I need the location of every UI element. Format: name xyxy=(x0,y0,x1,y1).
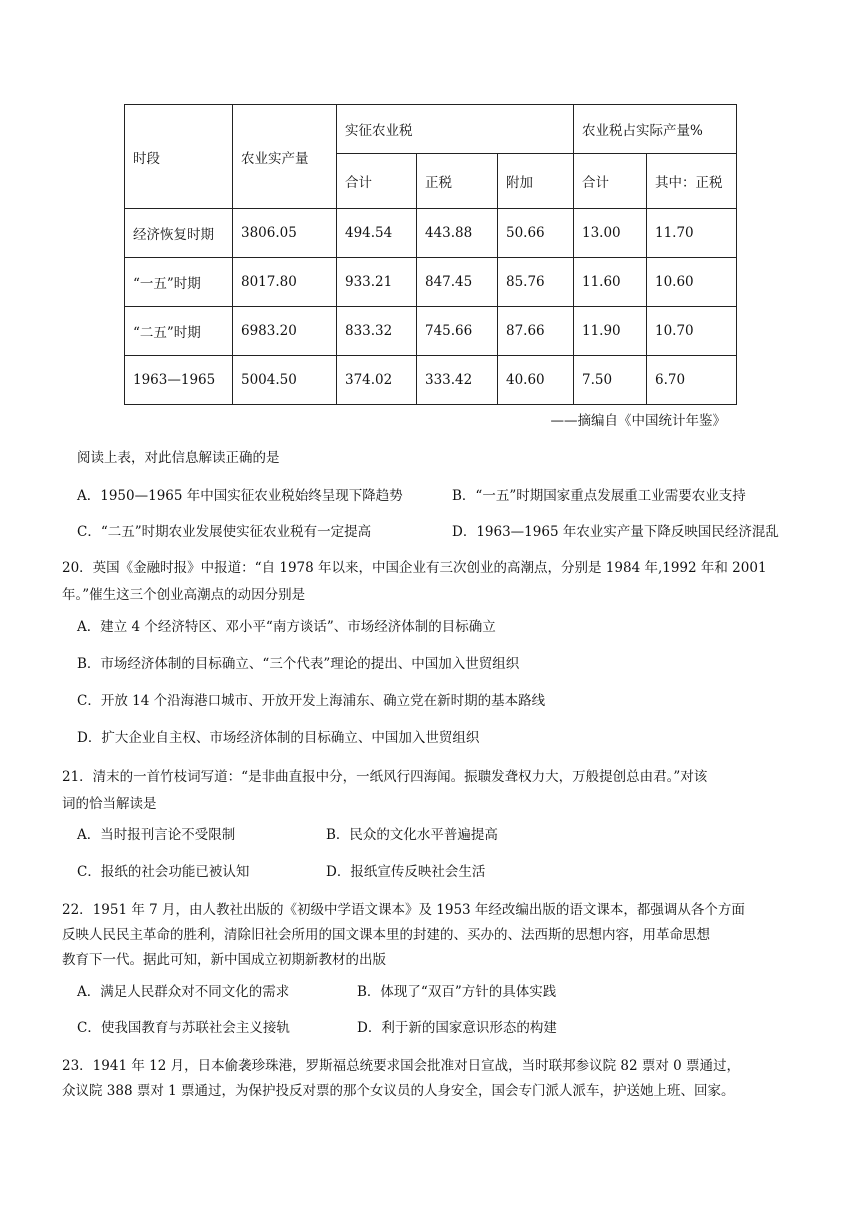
table-cell: “一五”时期 xyxy=(125,258,233,307)
table-cell: 13.00 xyxy=(574,209,647,258)
q22-stem-line-2: 反映人民民主革命的胜利，清除旧社会所用的国文课本里的封建的、买办的、法西斯的思想内容，用革命思想 xyxy=(62,927,710,943)
q22-stem-line-3: 教育下一代。据此可知，新中国成立初期新教材的出版 xyxy=(62,952,386,968)
table-cell: 经济恢复时期 xyxy=(125,209,233,258)
q22-option-a[interactable]: A．满足人民群众对不同文化的需求 xyxy=(77,984,290,1000)
q21-option-c[interactable]: C．报纸的社会功能已被认知 xyxy=(77,864,250,880)
table-row xyxy=(125,356,737,405)
table-cell: 443.88 xyxy=(417,209,498,258)
q19-stem: 阅读上表，对此信息解读正确的是 xyxy=(77,450,280,466)
table-cell: 5004.50 xyxy=(233,356,337,405)
agricultural-tax-table xyxy=(124,104,737,405)
q20-stem-line-2: 年。”催生这三个创业高潮点的动因分别是 xyxy=(62,587,306,603)
header-regular-tax: 正税 xyxy=(417,154,498,209)
table-header-row xyxy=(125,105,737,154)
header-period: 时段 xyxy=(125,105,233,209)
table-cell: 6.70 xyxy=(647,356,737,405)
table-cell: 7.50 xyxy=(574,356,647,405)
q19-option-c[interactable]: C．“二五”时期农业发展使实征农业税有一定提高 xyxy=(77,524,372,540)
q21-option-d[interactable]: D．报纸宣传反映社会生活 xyxy=(326,864,486,880)
table-cell: 11.90 xyxy=(574,307,647,356)
q22-stem-line-1: 22．1951 年 7 月，由人教社出版的《初级中学语文课本》及 1953 年经改编出版的语文课本，都强调从各个方面 xyxy=(62,902,745,918)
table-cell: 1963—1965 xyxy=(125,356,233,405)
header-ratio-regular: 其中：正税 xyxy=(647,154,737,209)
table-cell: 333.42 xyxy=(417,356,498,405)
q23-stem-line-2: 众议院 388 票对 1 票通过，为保护投反对票的那个女议员的人身安全，国会专门派人派车，护送她上班、回家。 xyxy=(62,1083,735,1099)
table-cell: 933.21 xyxy=(337,258,417,307)
table-cell: 50.66 xyxy=(498,209,574,258)
q19-option-a[interactable]: A．1950—1965 年中国实征农业税始终呈现下降趋势 xyxy=(77,488,403,504)
header-surcharge: 附加 xyxy=(498,154,574,209)
q20-option-a[interactable]: A．建立 4 个经济特区、邓小平“南方谈话”、市场经济体制的目标确立 xyxy=(77,619,496,635)
q22-option-c[interactable]: C．使我国教育与苏联社会主义接轨 xyxy=(77,1020,290,1036)
q22-option-d[interactable]: D．利于新的国家意识形态的构建 xyxy=(357,1020,557,1036)
q19-option-d[interactable]: D．1963—1965 年农业实产量下降反映国民经济混乱 xyxy=(452,524,779,540)
table-cell: 10.60 xyxy=(647,258,737,307)
table-cell: 494.54 xyxy=(337,209,417,258)
q22-option-b[interactable]: B．体现了“双百”方针的具体实践 xyxy=(357,984,557,1000)
header-actual-output: 农业实产量 xyxy=(233,105,337,209)
table-cell: 3806.05 xyxy=(233,209,337,258)
table-cell: 10.70 xyxy=(647,307,737,356)
q21-stem-line-2: 词的恰当解读是 xyxy=(62,796,157,812)
q20-option-c[interactable]: C．开放 14 个沿海港口城市、开放开发上海浦东、确立党在新时期的基本路线 xyxy=(77,693,546,709)
table-cell: 745.66 xyxy=(417,307,498,356)
table-cell: 40.60 xyxy=(498,356,574,405)
table-cell: 85.76 xyxy=(498,258,574,307)
table-cell: 11.70 xyxy=(647,209,737,258)
header-tax-ratio: 农业税占实际产量% xyxy=(574,105,737,154)
table-cell: 8017.80 xyxy=(233,258,337,307)
table-row xyxy=(125,258,737,307)
table-source: ——摘编自《中国统计年鉴》 xyxy=(550,413,726,429)
header-total: 合计 xyxy=(337,154,417,209)
header-levied-tax: 实征农业税 xyxy=(337,105,574,154)
table-cell: 11.60 xyxy=(574,258,647,307)
q23-stem-line-1: 23．1941 年 12 月，日本偷袭珍珠港，罗斯福总统要求国会批准对日宣战，当时联邦参议院 82 票对 0 票通过， xyxy=(62,1058,741,1074)
table-row xyxy=(125,307,737,356)
q20-stem-line-1: 20．英国《金融时报》中报道：“自 1978 年以来，中国企业有三次创业的高潮点，分别是 1984 年,1992 年和 2001 xyxy=(62,560,767,576)
q21-option-a[interactable]: A．当时报刊言论不受限制 xyxy=(77,827,236,843)
q20-option-d[interactable]: D．扩大企业自主权、市场经济体制的目标确立、中国加入世贸组织 xyxy=(77,730,480,746)
header-ratio-total: 合计 xyxy=(574,154,647,209)
table-cell: 6983.20 xyxy=(233,307,337,356)
table-cell: “二五”时期 xyxy=(125,307,233,356)
q21-stem-line-1: 21．清末的一首竹枝词写道：“是非曲直报中分，一纸风行四海闻。振聩发聋权力大，万般提创总由君。”对该 xyxy=(62,769,708,785)
table-cell: 374.02 xyxy=(337,356,417,405)
q21-option-b[interactable]: B．民众的文化水平普遍提高 xyxy=(326,827,498,843)
table-row xyxy=(125,209,737,258)
table-cell: 833.32 xyxy=(337,307,417,356)
q19-option-b[interactable]: B．“一五”时期国家重点发展重工业需要农业支持 xyxy=(452,488,746,504)
q20-option-b[interactable]: B．市场经济体制的目标确立、“三个代表”理论的提出、中国加入世贸组织 xyxy=(77,656,520,672)
table-cell: 847.45 xyxy=(417,258,498,307)
table-cell: 87.66 xyxy=(498,307,574,356)
